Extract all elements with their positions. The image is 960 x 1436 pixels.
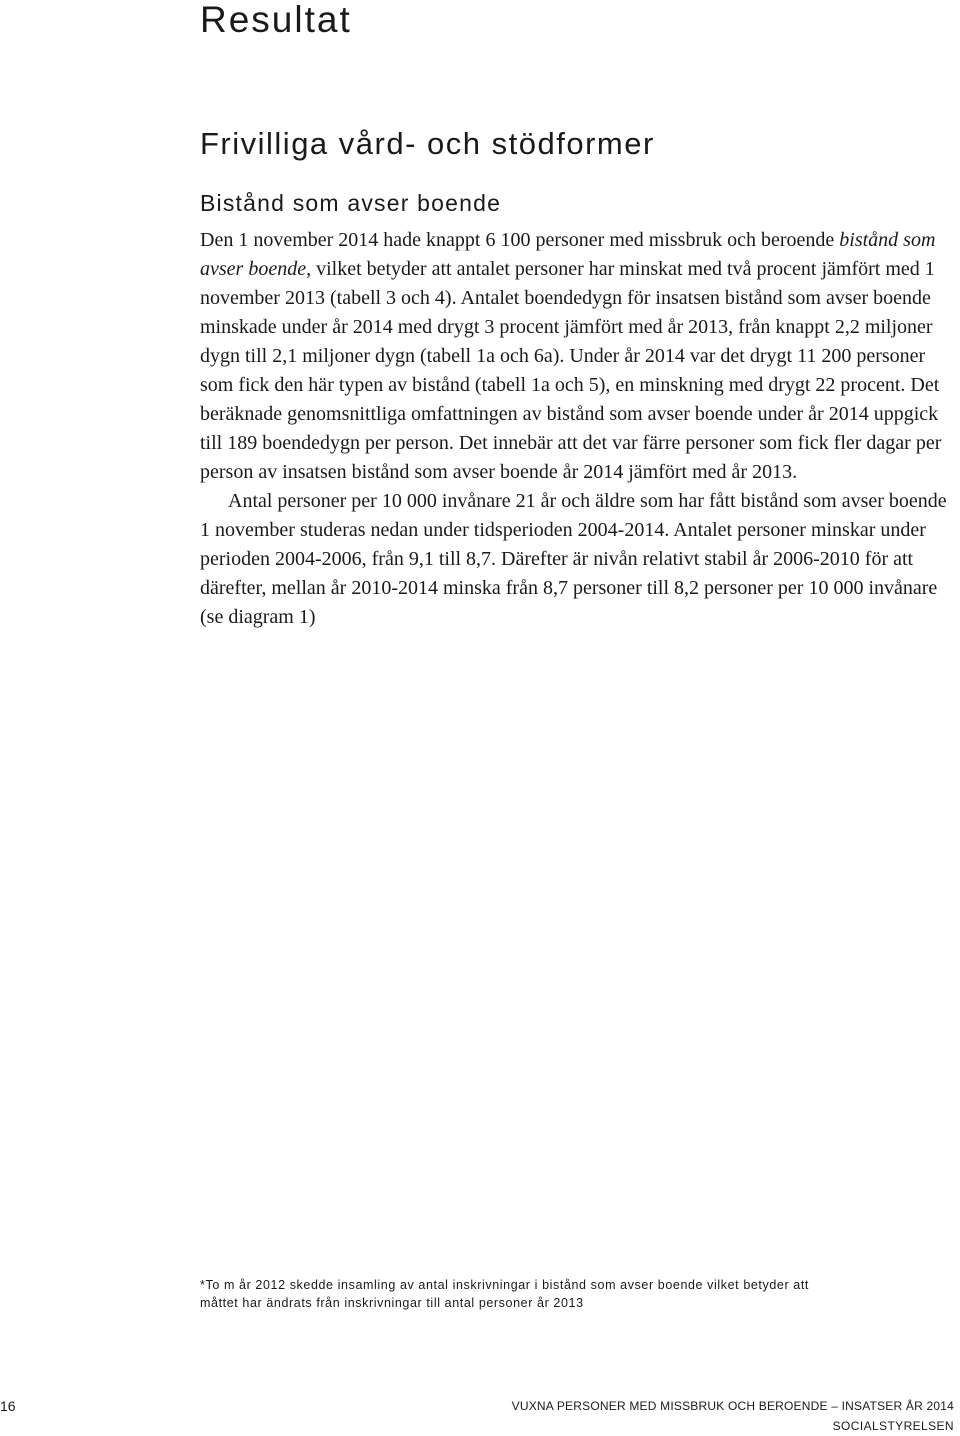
body-text (200, 226, 955, 632)
paragraph-1 (200, 226, 955, 487)
footer-publisher: SOCIALSTYRELSEN (832, 1419, 954, 1433)
paragraph-2: Antal personer per 10 000 invånare 21 år och äldre som har fått bistånd som avser boende 1 november studeras nedan under tidsperioden 2004-2014. Antalet personer minskar under perioden 2004-2006, från 9,1 till 8,7. Därefter är nivån relativt stabil år 2006-2010 för att därefter, mellan år 2010-2014 minska från 8,7 personer till 8,2 personer per 10 000 invånare (se diagram 1) (200, 490, 947, 628)
paragraph-1-part-a: Den 1 november 2014 hade knappt 6 100 personer med missbruk och beroende (200, 229, 840, 251)
footnote (200, 1276, 930, 1312)
footnote-line-2: måttet har ändrats från inskrivningar till antal personer år 2013 (200, 1296, 584, 1310)
page-number: 16 (0, 1398, 16, 1414)
page-title: Resultat (200, 0, 352, 40)
paragraph-1-part-b: vilket betyder att antalet personer har minskat med två procent jämfört med 1 november 2013 (tabell 3 och 4). Antalet boendedygn för insatsen bistånd som avser boende minskade under år 2014 med drygt 3 procent jämfört med år 2013, från knappt 2,2 miljoner dygn till 2,1 miljoner dygn (tabell 1a och 6a). Under år 2014 var det drygt 11 200 personer som fick den här typen av bistånd (tabell 1a och 5), en minskning med drygt 22 procent. Det beräknade genomsnittliga omfattningen av bistånd som avser boende under år 2014 uppgick till 189 boendedygn per person. Det innebär att det var färre personer som fick fler dagar per person av insatsen bistånd som avser boende år 2014 jämfört med år 2013. (200, 258, 942, 483)
subsection-title: Bistånd som avser boende (200, 190, 502, 216)
section-title: Frivilliga vård- och stödformer (200, 126, 655, 161)
footer-publication-title: VUXNA PERSONER MED MISSBRUK OCH BEROENDE – INSATSER ÅR 2014 (511, 1399, 954, 1413)
footnote-line-1: *To m år 2012 skedde insamling av antal inskrivningar i bistånd som avser boende vilket betyder att (200, 1278, 809, 1292)
paragraph-1-emphasis: bistånd som avser boende, (200, 229, 936, 280)
